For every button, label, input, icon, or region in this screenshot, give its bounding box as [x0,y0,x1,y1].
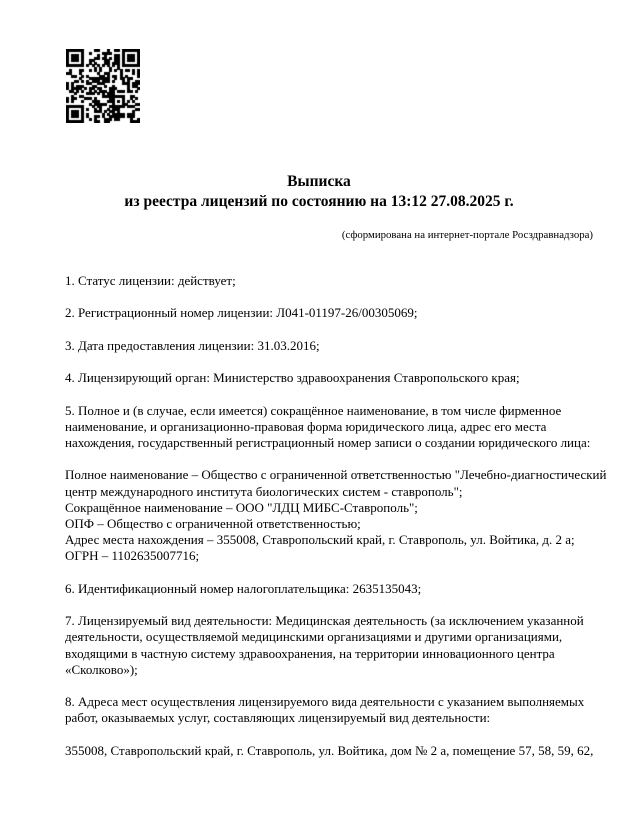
taxpayer-number [65,581,610,597]
paragraph-line: ОПФ – Общество с ограниченной ответственностью; [65,515,361,531]
licensing-authority [65,370,610,386]
grant-date [65,338,610,354]
registration-number [65,305,610,321]
document-subtitle: (сформирована на интернет-портале Росздравнадзора) [341,229,593,241]
paragraph-line: 7. Лицензируемый вид деятельности: Медицинская деятельность (за исключением указанной деятельности, осуществляемой медицинскими организациями и другими организациями, входящими в частную систему здравоохранения, на территории инновационного центра «Сколково»); [65,613,584,677]
paragraph-line: 3. Дата предоставления лицензии: 31.03.2016; [65,337,320,353]
activity-address [65,743,610,759]
paragraph-line: ОГРН – 1102635007716; [65,548,200,564]
paragraph-line: 4. Лицензирующий орган: Министерство здравоохранения Ставропольского края; [65,370,520,386]
paragraph-line: Полное наименование – Общество с ограниченной ответственностью "Лечебно-диагностический центр международного института биологических систем - ставрополь"; [65,467,607,499]
paragraph-line: 6. Идентификационный номер налогоплательщика: 2635135043; [65,580,422,596]
license-status [65,273,610,289]
paragraph-line: Адрес места нахождения – 355008, Ставропольский край, г. Ставрополь, ул. Войтика, д. 2 а; [65,532,575,548]
paragraph-line: Сокращённое наименование – ООО "ЛДЦ МИБС-Ставрополь"; [65,499,418,515]
paragraph-line: 8. Адреса мест осуществления лицензируемого вида деятельности с указанием выполняемых работ, оказываемых услуг, составляющих лицензируемый вид деятельности: [65,694,585,726]
paragraph-line: 2. Регистрационный номер лицензии: Л041-01197-26/00305069; [65,305,418,321]
legal-entity-heading [65,403,610,452]
qr-code [66,49,140,123]
title-line-2: из реестра лицензий по состоянию на 13:12 27.08.2025 г. [124,193,514,210]
document-body [65,273,610,759]
title-line-1: Выписка [287,173,351,190]
activity-addresses-heading [65,694,610,726]
licensed-activity [65,613,610,678]
legal-entity-details [65,467,610,564]
paragraph-line: 355008, Ставропольский край, г. Ставрополь, ул. Войтика, дом № 2 а, помещение 57, 58, 59, 62, [65,742,594,758]
document-title [0,172,638,212]
paragraph-line: 1. Статус лицензии: действует; [65,273,236,288]
paragraph-line: 5. Полное и (в случае, если имеется) сокращённое наименование, в том числе фирменное наименование, и организационно-правовая форма юридического лица, адрес его места нахождения, государственный регистрационный номер записи о создании юридического лица: [65,402,591,450]
